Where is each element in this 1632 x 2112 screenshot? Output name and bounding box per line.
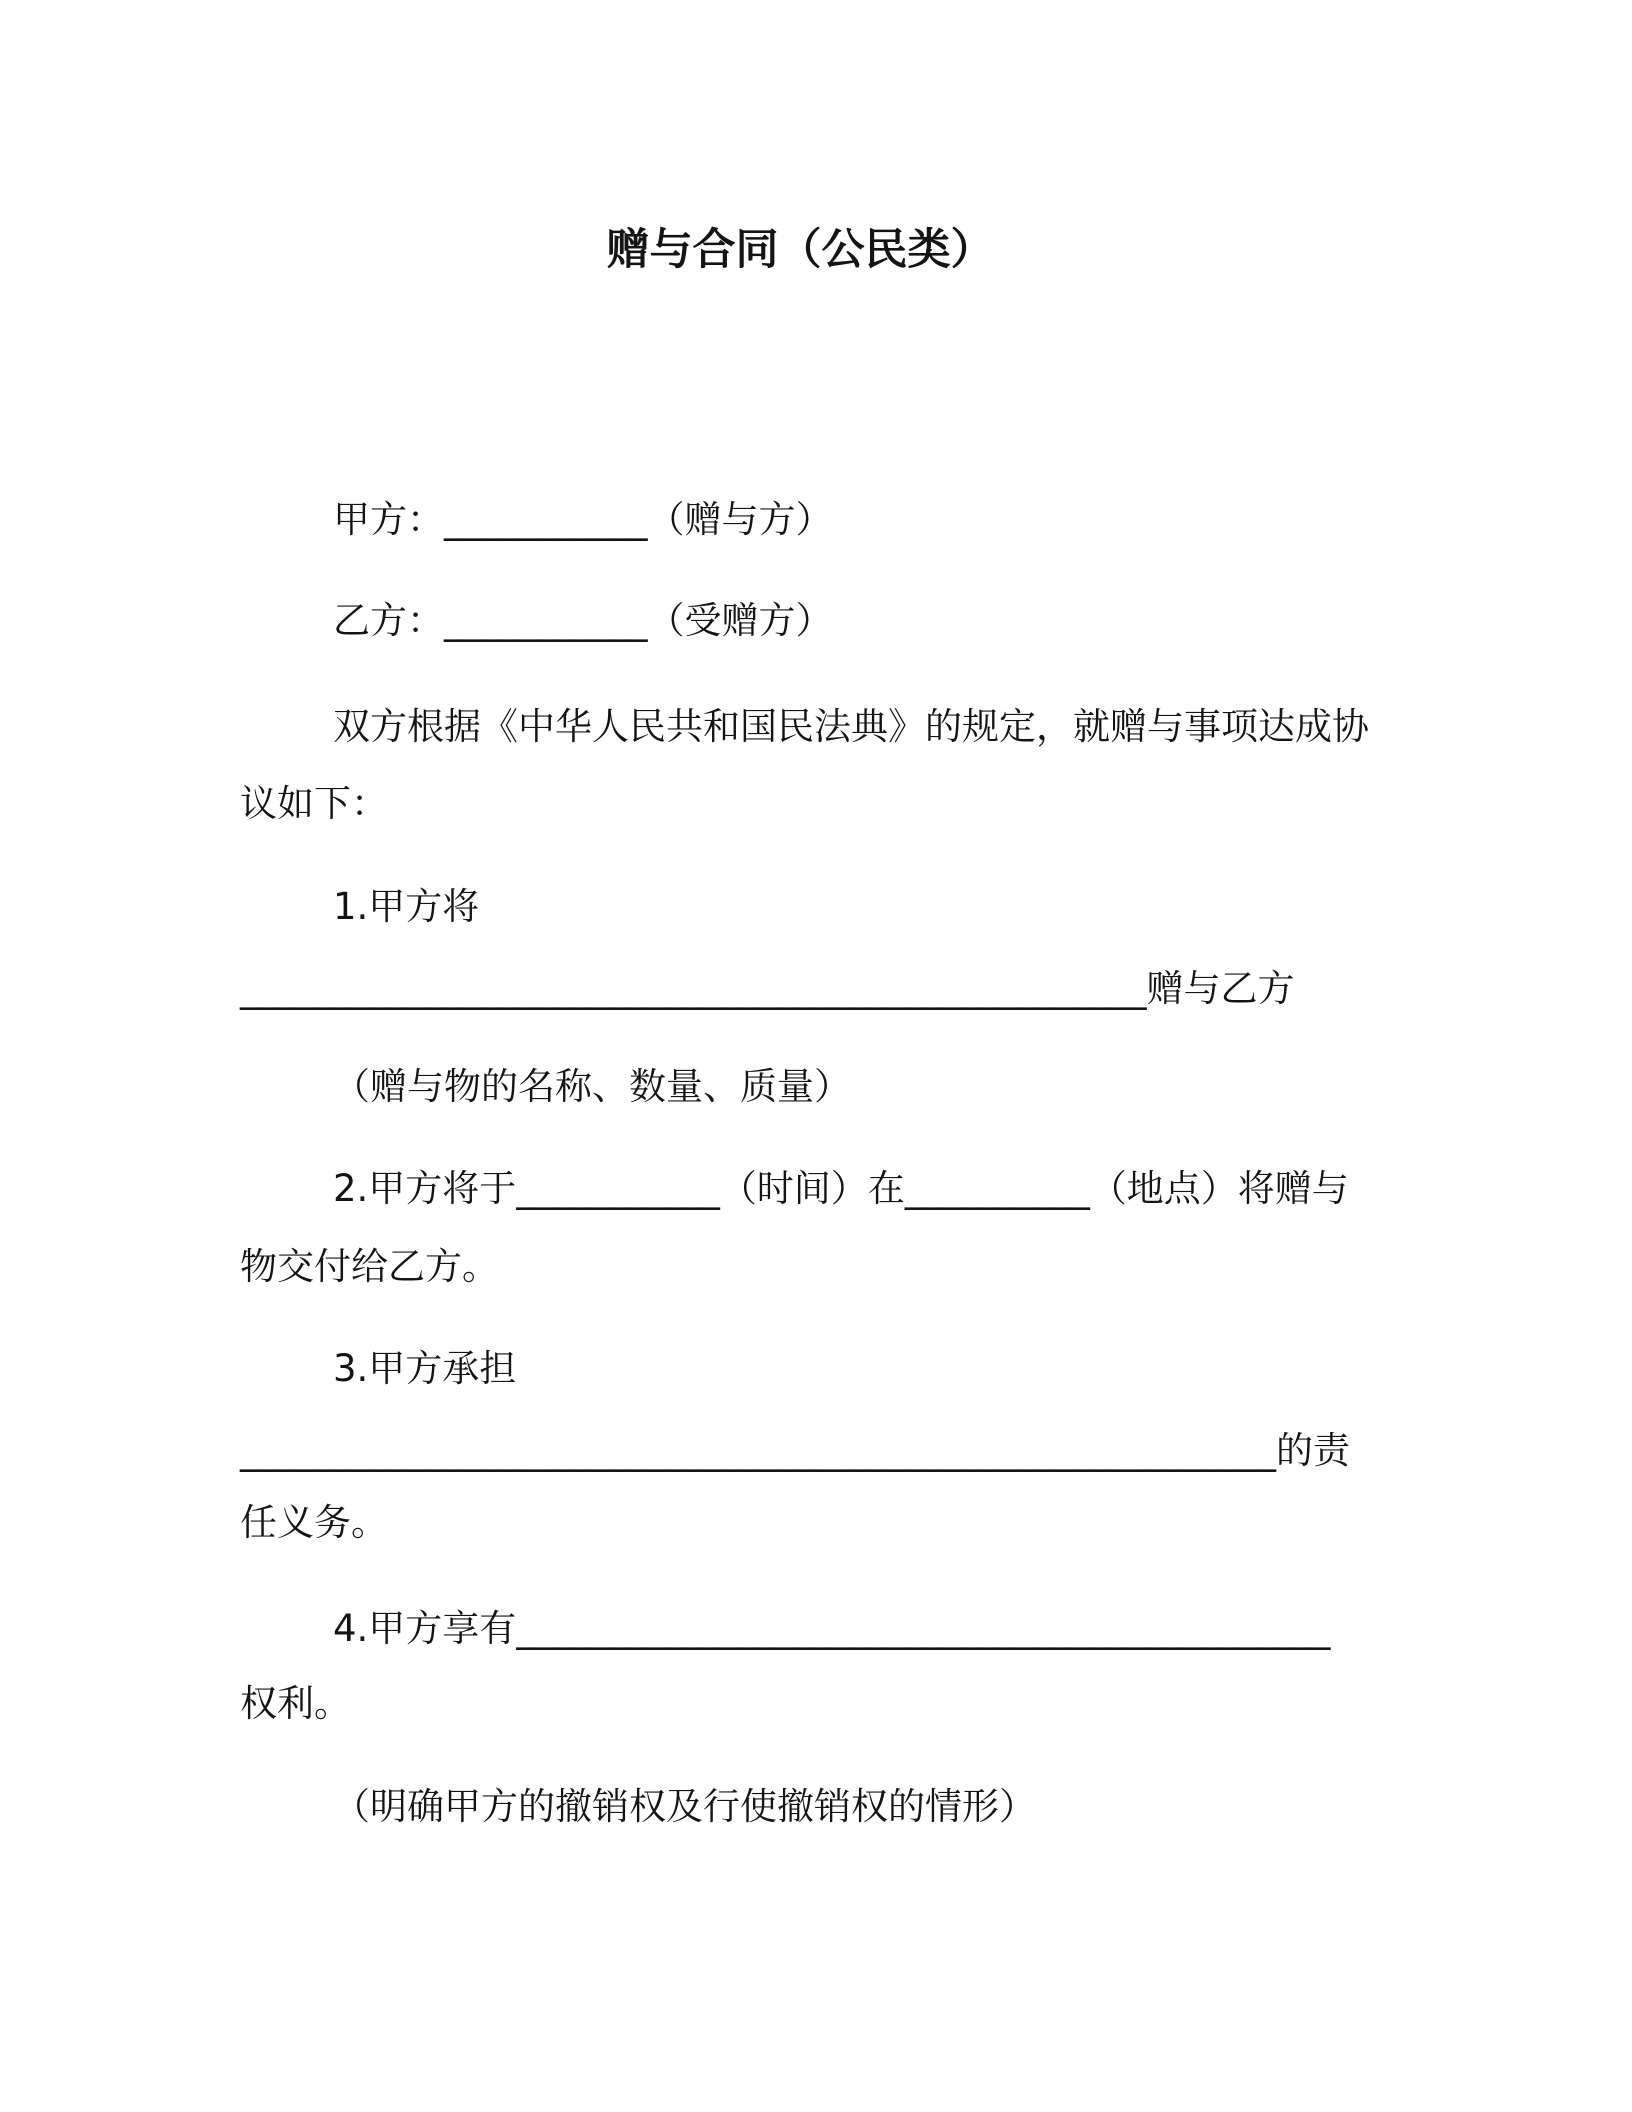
party-a-line (333, 495, 833, 545)
clause-2-place-label: （地点）将赠与 (1089, 1167, 1349, 1210)
document-title: 赠与合同（公民类） (606, 225, 994, 275)
clause-2-time-label: （时间）在 (719, 1167, 905, 1210)
clause-2-prefix: 2.甲方将于 (333, 1167, 517, 1210)
party-b-label: 乙方： (333, 599, 444, 642)
clause-1-note: （赠与物的名称、数量、质量） (333, 1065, 851, 1108)
clause-2-time-blank: ___________ (516, 1167, 720, 1210)
party-b-blank: ___________ (444, 599, 648, 642)
preamble-line-2: 议如下： (240, 782, 388, 825)
clause-1-blank: _________________________________________________ (240, 967, 1147, 1010)
clause-3-line-3: 任义务。 (240, 1501, 388, 1544)
party-b-role: （受赠方） (647, 599, 833, 642)
clause-4-line-2: 权利。 (240, 1682, 351, 1725)
clause-3-blank: ________________________________________________________ (240, 1429, 1276, 1472)
party-a-role: （赠与方） (647, 498, 833, 541)
preamble-line-1: 双方根据《中华人民共和国民法典》的规定，就赠与事项达成协 (333, 705, 1369, 748)
clause-4-blank: ____________________________________________ (516, 1607, 1331, 1650)
clause-2-line-2: 物交付给乙方。 (240, 1245, 499, 1288)
clause-4-line-1 (333, 1604, 1330, 1654)
party-b-line (333, 596, 833, 646)
clause-3-line-2 (240, 1426, 1350, 1476)
party-a-label: 甲方： (333, 498, 444, 541)
clause-1-line-2 (240, 964, 1295, 1014)
clause-3-suffix: 的责 (1276, 1429, 1350, 1472)
clause-2-line-1 (333, 1164, 1349, 1214)
clause-4-prefix: 4.甲方享有 (333, 1607, 517, 1650)
clause-1-line-1: 1.甲方将 (333, 885, 480, 928)
clause-2-place-blank: __________ (904, 1167, 1090, 1210)
clause-4-note: （明确甲方的撤销权及行使撤销权的情形） (333, 1785, 1036, 1828)
clause-3-line-1: 3.甲方承担 (333, 1347, 517, 1390)
clause-1-suffix: 赠与乙方 (1146, 967, 1295, 1010)
party-a-blank: ___________ (444, 498, 648, 541)
